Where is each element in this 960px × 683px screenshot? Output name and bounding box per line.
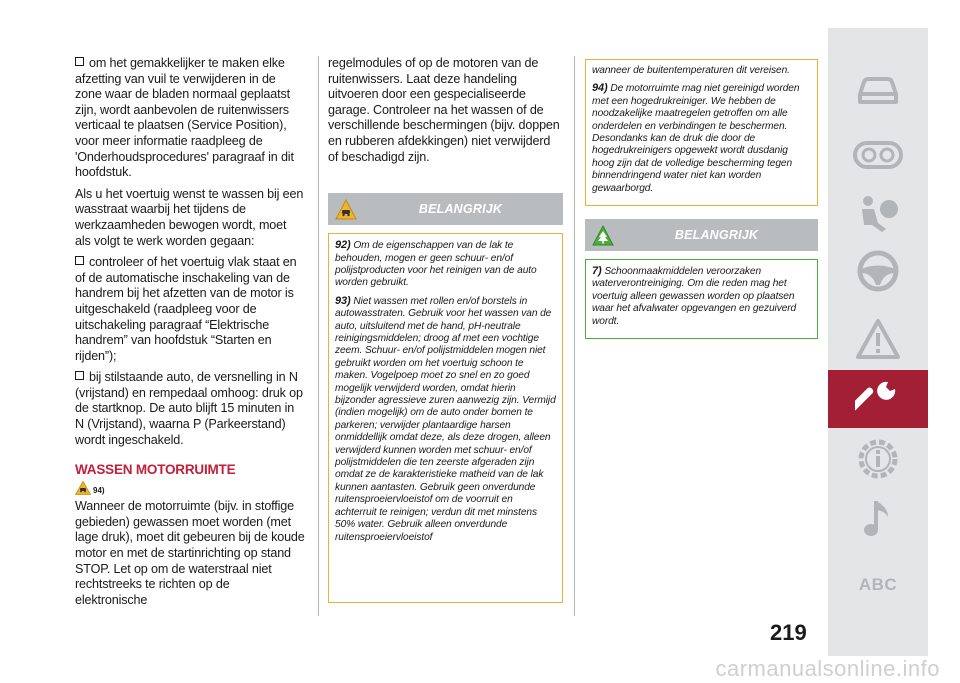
chapter-tab-multimedia[interactable]: [828, 490, 928, 548]
watermark: carmanualsonline.info: [715, 656, 940, 681]
bullet-square-icon: [75, 371, 84, 380]
important-banner: [328, 193, 563, 225]
bullet-square-icon: [75, 256, 84, 265]
chapter-tab-dashboard[interactable]: [828, 126, 928, 184]
warning-triangle-icon: [855, 318, 901, 360]
abc-index-icon: ABC: [858, 575, 898, 594]
gear-info-icon: [856, 437, 900, 481]
paragraph: regelmodules of op de motoren van de ruitenwissers. Laat deze handeling uitvoeren door een gespecialiseerde garage. Controleer na het wassen of de verschillende beschermingen (bijv. doppen en rubberen afdekkingen) niet verwijderd of beschadigd zijn.: [328, 56, 560, 164]
paragraph: bij stilstaande auto, de versnelling in N (vrijstand) en rempedaal omhoog: druk op de startknop. De auto blijft 15 minuten in N (Vrijstand), waarna P (Parkeerstand) wordt ingeschakeld.: [75, 370, 303, 447]
chapter-tab-safety[interactable]: [828, 184, 928, 242]
column-left: [75, 56, 305, 614]
banner-title: BELANGRIJK: [418, 202, 503, 217]
paragraph: Wanneer de motorruimte (bijv. in stoffige gebieden) gewassen moet worden (met lage druk), moet dit gebeuren bij de koude motor en met de startinrichting op stand STOP. Let op om de waterstraal niet rechtstreeks te richten op de elektronische: [75, 499, 305, 607]
paragraph: Als u het voertuig wenst te wassen bij een wasstraat waarbij het tijdens de werkzaamheden bewogen wordt, moet als volgt te werk worden gegaan:: [75, 186, 304, 248]
warning-ref-number: 94): [93, 486, 105, 496]
paragraph: controleer of het voertuig vlak staat en of de automatische inschakeling van de handrem bij het afzetten van de motor is uitgeschakeld (raadpleeg voor de uitschakeling paragraaf “Elektrische handrem” van hoofdstuk “Starten en rijden”);: [75, 255, 297, 363]
column-divider: [574, 56, 575, 616]
notes-box: [585, 259, 818, 339]
warning-car-icon: [75, 481, 91, 495]
music-note-icon: [858, 497, 898, 541]
chapter-tab-maintenance[interactable]: [828, 370, 928, 428]
banner-title: BELANGRIJK: [674, 228, 759, 243]
note-item: 92) Om de eigenschappen van de lak te behouden, mogen er geen schuur- en/of polijstproducten voor het reinigen van de auto worden gebruikt.: [335, 239, 537, 289]
notes-box: [585, 59, 818, 206]
column-middle: [328, 56, 563, 603]
chapter-tab-emergency[interactable]: [828, 310, 928, 368]
dashboard-icon: [852, 138, 904, 172]
note-item: 93) Niet wassen met rollen en/of borstels in autowasstraten. Gebruik voor het wassen van de auto, uitsluitend met de hand, pH-neutrale reinigingsmiddelen; droog af met een vochtige zeem. Schuur- en/of polijstmiddelen mogen niet gebruikt worden om het voertuig schoon te maken. Vogelpoep moet zo snel en zo goed mogelijk verwijderd worden, omdat hierin bijzonder agressieve zuren aanwezig zijn. Vermijd (indien mogelijk) om de auto onder bomen te parkeren; verwijder plantaardige harsen onmiddellijk omdat deze, als deze drogen, alleen verwijderd kunnen worden met schuur- en/of polijstmiddelen die ten zeerste afgeraden zijn omdat ze de karakteristieke matheid van de lak kunnen aantasten. Gebruik geen onverdunde ruitensproeiervloeistof om de voorruit en achterruit te reinigen; verdun dit met minstens 50% water. Gebruik alleen onverdunde ruitensproeiervloeistof: [335, 294, 556, 543]
section-heading: WASSEN MOTORRUIMTE: [75, 462, 236, 478]
chapter-tab-technical-data[interactable]: [828, 430, 928, 488]
steering-wheel-icon: [856, 249, 900, 293]
warning-reference[interactable]: [75, 481, 305, 495]
chapter-tab-car[interactable]: [828, 62, 928, 120]
chapter-tab-starting[interactable]: [828, 242, 928, 300]
note-continuation: wanneer de buitentemperaturen dit vereisen.: [592, 65, 790, 76]
column-divider: [318, 56, 319, 616]
chapter-tab-index[interactable]: [828, 556, 928, 614]
paragraph: om het gemakkelijker te maken elke afzetting van vuil te verwijderen in de zone waar de bladen normaal geplaatst zijn, wordt aanbevolen de ruitenwissers verticaal te plaatsen (Service Position), voor meer informatie raadpleeg de 'Onderhoudsprocedures' paragraaf in dit hoofdstuk.: [75, 56, 294, 180]
page-number: 219: [770, 620, 807, 645]
important-banner: [585, 219, 818, 251]
note-item: 94) De motorruimte mag niet gereinigd worden met een hogedrukreiniger. We hebben de noodzakelijke maatregelen getroffen om alle onderdelen en verbindingen te beschermen. Desondanks kan de druk die door de hogedrukreinigers opgewekt wordt dusdanig hoog zijn dat de volledige bescherming tegen binnendringend water niet kan worden gewaarborgd.: [592, 82, 800, 194]
car-icon: [854, 74, 902, 108]
environment-tree-icon: [592, 225, 614, 247]
wrench-icon: [855, 376, 901, 422]
column-right: [585, 56, 818, 339]
notes-box: [328, 233, 563, 603]
bullet-square-icon: [75, 57, 84, 66]
chapter-sidebar: [828, 28, 928, 656]
airbag-icon: [856, 193, 900, 233]
note-item: 7) Schoonmaakmiddelen veroorzaken waterverontreiniging. Om die reden mag het voertuig alleen gewassen worden op plaatsen waar het afvalwater opgevangen en gezuiverd wordt.: [592, 265, 797, 327]
warning-car-icon: [335, 199, 357, 221]
